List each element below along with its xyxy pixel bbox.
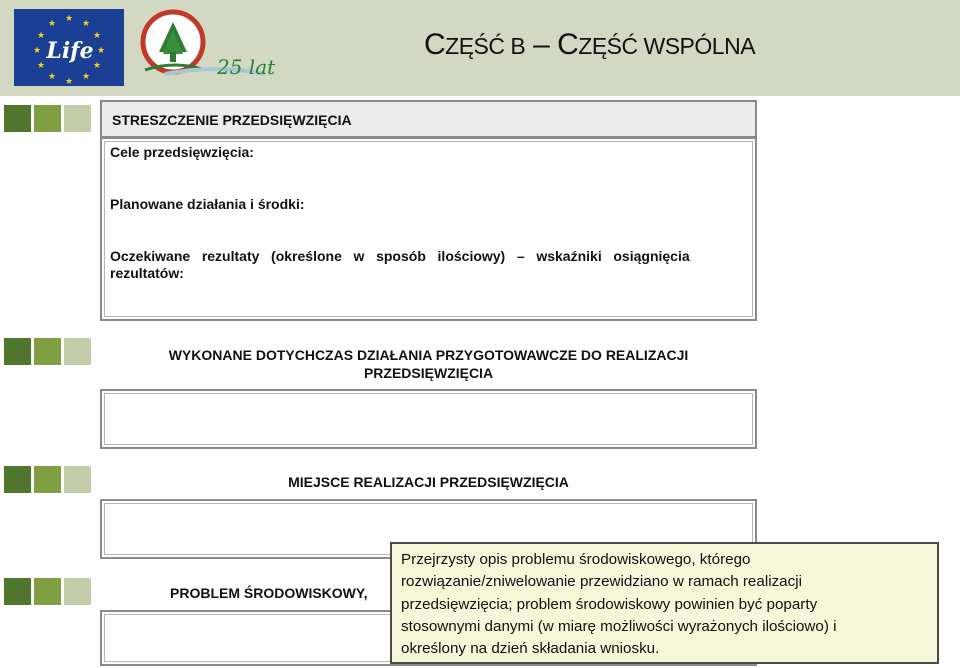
svg-text:★: ★ (96, 46, 106, 56)
bullet-square-mid (34, 578, 61, 605)
title-part-3: – C (525, 28, 579, 61)
25-years-wordmark: 25 lat (217, 55, 276, 79)
prep-actions-inner (104, 393, 753, 445)
summary-form-inner (104, 141, 753, 317)
svg-text:★: ★ (47, 19, 57, 29)
actions-label: Planowane działania i środki: (110, 196, 305, 212)
prep-actions-box (100, 389, 757, 449)
svg-text:★: ★ (47, 72, 57, 82)
bullet-square-light (64, 105, 91, 132)
bullet-square-dark (4, 578, 31, 605)
description-callout (390, 542, 939, 664)
bullet-square-light (64, 466, 91, 493)
bullet-square-mid (34, 466, 61, 493)
eu-stars-icon (14, 9, 124, 86)
bullet-square-dark (4, 338, 31, 365)
svg-text:★: ★ (64, 77, 74, 86)
header-band (0, 0, 960, 96)
svg-text:★: ★ (92, 61, 102, 71)
callout-line-3: przedsięwzięcia; problem środowiskowy powinien być poparty (401, 595, 818, 613)
location-heading: MIEJSCE REALIZACJI PRZEDSIĘWZIĘCIA (288, 474, 569, 490)
slide-title (424, 28, 755, 62)
svg-text:★: ★ (32, 46, 42, 56)
prep-heading-line2: PRZEDSIĘWZIĘCIA (363, 365, 494, 381)
results-label-line1: Oczekiwane rezultaty (określone w sposób ilościowy) – wskaźniki osiągnięcia (110, 248, 690, 264)
bullet-square-mid (34, 105, 61, 132)
bullet-square-light (64, 578, 91, 605)
bullet-square-dark (4, 105, 31, 132)
summary-form-box (100, 137, 757, 321)
svg-text:★: ★ (81, 72, 91, 82)
callout-line-2: rozwiązanie/zniwelowanie przewidziano w ramach realizacji (401, 573, 802, 591)
summary-header: STRESZCZENIE PRZEDSIĘWZIĘCIA (112, 112, 352, 128)
problem-heading: PROBLEM ŚRODOWISKOWY, (170, 585, 368, 601)
goals-label: Cele przedsięwzięcia: (110, 144, 254, 160)
prep-heading-line1: WYKONANE DOTYCHCZAS DZIAŁANIA PRZYGOTOWAWCZE DO REALIZACJI (168, 347, 689, 363)
svg-text:★: ★ (36, 31, 46, 41)
callout-line-4: stosownymi danymi (w miarę możliwości wyrażonych ilościowo) i (401, 617, 837, 635)
life-wordmark: Life (46, 38, 94, 64)
callout-line-5: określony na dzień składania wniosku. (401, 640, 660, 658)
title-part-1: C (424, 28, 446, 61)
svg-text:★: ★ (92, 31, 102, 41)
svg-text:★: ★ (36, 61, 46, 71)
bullet-square-mid (34, 338, 61, 365)
bullet-square-dark (4, 466, 31, 493)
results-label-line2: rezultatów: (110, 265, 184, 281)
title-part-2: ZĘŚĆ B (445, 33, 526, 59)
bullet-square-light (64, 338, 91, 365)
prep-actions-heading (100, 346, 757, 382)
eu-life-logo (14, 9, 124, 86)
svg-text:★: ★ (81, 19, 91, 29)
svg-text:★: ★ (64, 14, 74, 24)
nfosigw-25-logo (135, 8, 300, 88)
title-part-4: ZĘŚĆ WSPÓLNA (578, 33, 756, 59)
summary-header-box (100, 100, 757, 138)
tree-emblem-icon (135, 8, 300, 88)
callout-line-1: Przejrzysty opis problemu środowiskowego, którego (401, 551, 751, 568)
